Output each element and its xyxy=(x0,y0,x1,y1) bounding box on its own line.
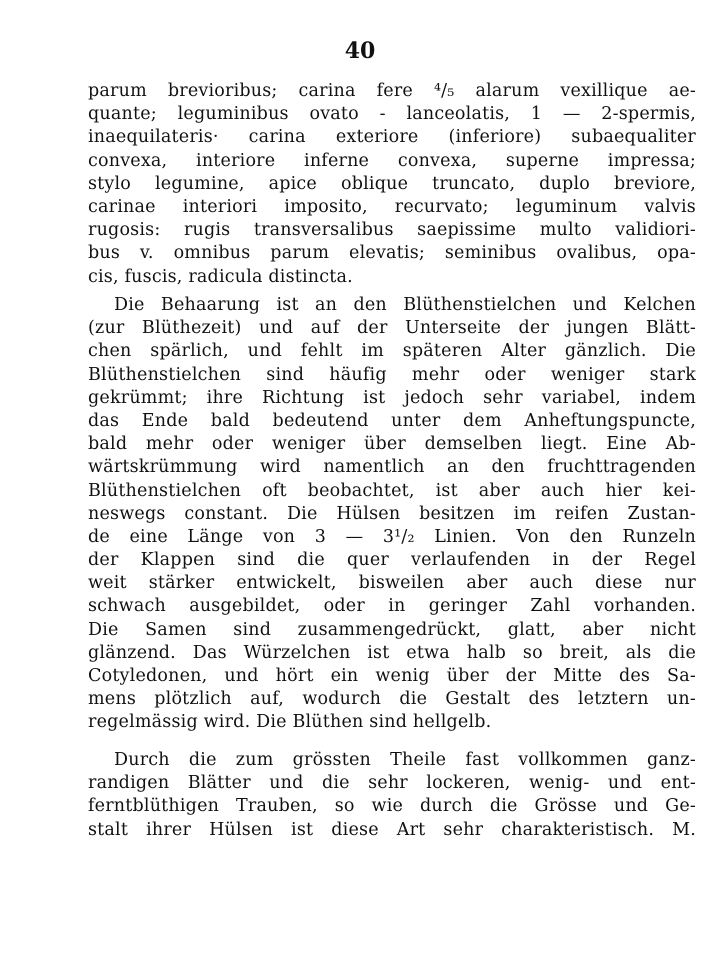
text-line: parum brevioribus; carina fere ⁴/₅ alarum vexillique ae- xyxy=(88,81,696,101)
text-line: weit stärker entwickelt, bisweilen aber auch diese nur xyxy=(88,573,696,594)
text-line: stylo legumine, apice oblique truncato, duplo breviore, xyxy=(88,173,696,194)
text-line: glänzend. Das Würzelchen ist etwa halb so breit, als die xyxy=(88,642,696,663)
text-line: mens plötzlich auf, wodurch die Gestalt des letztern un- xyxy=(88,689,696,710)
text-line: carinae interiori imposito, recurvato; leguminum valvis xyxy=(88,196,696,217)
text-line: Durch die zum grössten Theile fast vollkommen ganz- xyxy=(114,750,696,770)
text-line: der Klappen sind die quer verlaufenden in der Regel xyxy=(88,550,696,571)
text-line: schwach ausgebildet, oder in geringer Zahl vorhanden. xyxy=(88,596,696,617)
text-line: (zur Blüthezeit) und auf der Unterseite der jungen Blätt- xyxy=(88,318,696,339)
paragraph-closing-remark xyxy=(88,749,696,842)
text-line: convexa, interiore inferne convexa, superne impressa; xyxy=(88,150,696,171)
text-line: gekrümmt; ihre Richtung ist jedoch sehr variabel, indem xyxy=(88,387,696,408)
text-line: Die Behaarung ist an den Blüthenstielchen und Kelchen xyxy=(114,295,696,315)
text-line: rugosis: rugis transversalibus saepissime multo validiori- xyxy=(88,220,696,241)
text-line: chen spärlich, und fehlt im späteren Alter gänzlich. Die xyxy=(88,341,696,362)
text-line: bald mehr oder weniger über demselben liegt. Eine Ab- xyxy=(88,434,696,455)
text-line: Blüthenstielchen oft beobachtet, ist aber auch hier kei- xyxy=(88,480,696,501)
text-line: Cotyledonen, und hört ein wenig über der Mitte des Sa- xyxy=(88,666,696,686)
text-line: neswegs constant. Die Hülsen besitzen im reifen Zustan- xyxy=(88,503,696,524)
text-line: randigen Blätter und die sehr lockeren, wenig- und ent- xyxy=(88,773,696,794)
text-line: cis, fuscis, radicula distincta. xyxy=(88,266,353,287)
text-line: de eine Länge von 3 — 3¹/₂ Linien. Von den Runzeln xyxy=(88,526,696,547)
text-line: regelmässig wird. Die Blüthen sind hellgelb. xyxy=(88,712,492,733)
text-line: wärtskrümmung wird namentlich an den fruchttragenden xyxy=(88,457,696,478)
text-line: bus v. omnibus parum elevatis; seminibus ovalibus, opa- xyxy=(88,243,696,264)
text-line: Die Samen sind zusammengedrückt, glatt, aber nicht xyxy=(88,619,696,640)
text-line: das Ende bald bedeutend unter dem Anheftungspuncte, xyxy=(88,410,696,431)
text-line: stalt ihrer Hülsen ist diese Art sehr charakteristisch. M. xyxy=(88,819,696,840)
text-line: Blüthenstielchen sind häufig mehr oder weniger stark xyxy=(88,364,696,385)
text-line: ferntblüthigen Trauben, so wie durch die Grösse und Ge- xyxy=(88,796,696,817)
paragraph-german-description xyxy=(88,294,696,735)
text-line: quante; leguminibus ovato - lanceolatis, 1 — 2-spermis, xyxy=(88,104,696,125)
paragraph-latin-description xyxy=(88,80,696,289)
text-line: inaequilateris· carina exteriore (inferiore) subaequaliter xyxy=(88,127,696,148)
page-number: 40 xyxy=(344,38,376,64)
